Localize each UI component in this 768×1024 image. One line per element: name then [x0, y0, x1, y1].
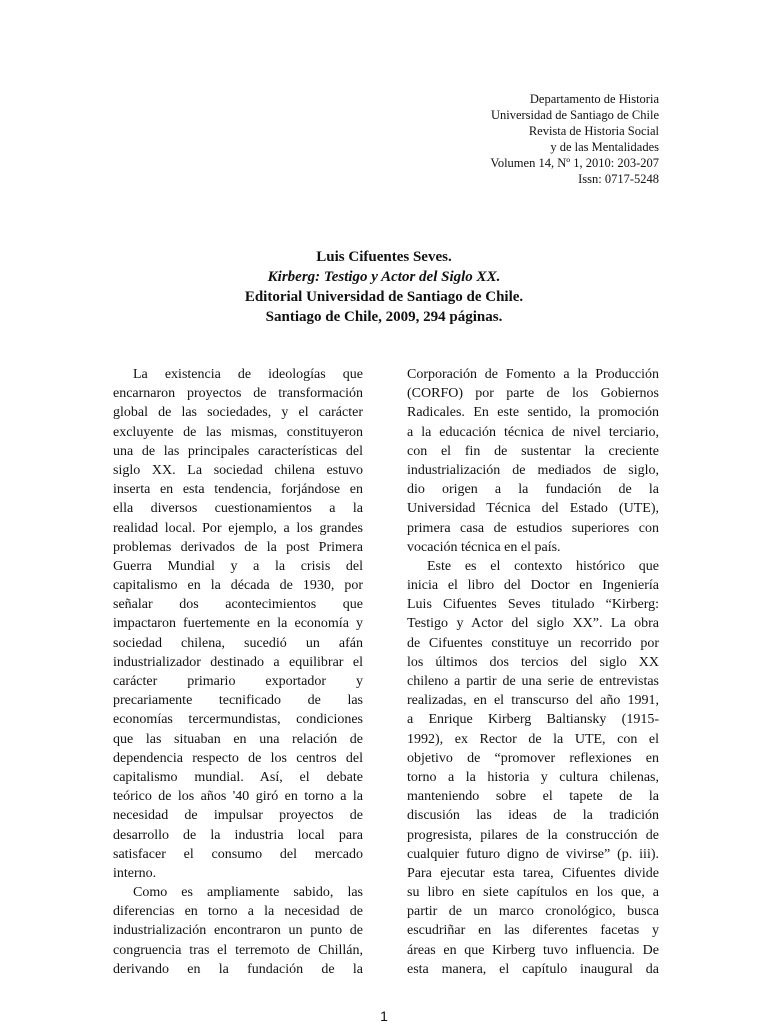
text-line: a la educación técnica de nivel terciario,	[407, 424, 659, 440]
book-publisher: Editorial Universidad de Santiago de Chile.	[244, 289, 524, 305]
text-line: desarrollo de la industria local para	[113, 827, 363, 843]
text-line: inicia el libro del Doctor en Ingeniería	[407, 578, 659, 594]
text-line: (CORFO) por parte de los Gobiernos	[407, 386, 659, 402]
text-line: Guerra Mundial y a la crisis del	[113, 558, 363, 574]
text-line: realidad local. Por ejemplo, a los grandes	[113, 520, 363, 536]
header-line: y de las Mentalidades	[550, 140, 659, 154]
text-line: su libro en siete capítulos en los que, a	[407, 885, 659, 901]
text-line: con el fin de sustentar la creciente	[407, 443, 659, 459]
text-line: industrializador destinado a equilibrar el	[113, 654, 363, 670]
text-line: dio origen a la fundación de la	[407, 482, 659, 498]
journal-header	[490, 91, 659, 187]
text-line: una de las principales características del	[113, 443, 363, 459]
text-line: precariamente tecnificado de las	[113, 693, 363, 709]
book-author: Luis Cifuentes Seves.	[316, 249, 452, 265]
text-line: excluyente de las mismas, constituyeron	[113, 424, 363, 440]
text-line: inserta en esta tendencia, forjándose en	[113, 482, 363, 498]
text-line: industrialización encontraron un punto de	[113, 923, 363, 939]
text-line: escudriñar en las diferentes facetas y	[407, 923, 659, 939]
text-line: impactaron fuertemente en la economía y	[113, 616, 363, 632]
text-line: chileno a partir de una serie de entrevistas	[407, 674, 659, 689]
text-line: necesidad de impulsar proyectos de	[113, 808, 363, 824]
text-line: teórico de los años '40 giró en torno a la	[113, 789, 363, 805]
text-line: dependencia respecto de los centros del	[113, 750, 363, 766]
text-line: discusión las ideas de la tradición	[407, 808, 659, 824]
text-line: ella diversos cuestionamientos a la	[113, 501, 363, 517]
text-line: Este es el contexto histórico que	[427, 558, 659, 574]
text-line: problemas derivados de la post Primera	[113, 539, 363, 555]
header-line: Departamento de Historia	[529, 92, 659, 106]
text-line: Para ejecutar esta tarea, Cifuentes divide	[407, 865, 659, 881]
text-line: Testigo y Actor del siglo XX”. La obra	[407, 616, 659, 632]
text-line: esta manera, el capítulo inaugural da	[407, 961, 659, 977]
text-line: carácter primario exportador y	[113, 674, 363, 689]
text-line: encarnaron proyectos de transformación	[113, 386, 363, 402]
text-line: Como es ampliamente sabido, las	[133, 885, 363, 901]
text-line: congruencia tras el terremoto de Chillán,	[113, 942, 363, 958]
text-line: derivando en la fundación de la	[113, 961, 363, 977]
text-line: áreas en que Kirberg tuvo influencia. De	[407, 942, 659, 958]
header-line: Universidad de Santiago de Chile	[490, 108, 659, 122]
text-line: objetivo de “promover reflexiones en	[407, 750, 659, 766]
text-line: a Enrique Kirberg Baltiansky (1915-	[407, 712, 659, 728]
page-number: 1	[380, 1008, 388, 1024]
text-line: progresista, pilares de la construcción de	[407, 827, 659, 843]
text-line: sociedad chilena, sucedió un afán	[113, 635, 363, 651]
text-line: primera casa de estudios superiores con	[407, 520, 659, 536]
text-line: La existencia de ideologías que	[133, 367, 363, 382]
book-details: Santiago de Chile, 2009, 294 páginas.	[265, 309, 503, 325]
text-line: global de las sociedades, y el carácter	[113, 405, 363, 421]
text-line: los últimos dos tercios del siglo XX	[407, 654, 659, 670]
text-line: realizadas, en el transcurso del año 1991,	[407, 693, 659, 709]
header-line: Revista de Historia Social	[528, 124, 659, 138]
text-line: economías tercermundistas, condiciones	[113, 712, 363, 728]
text-line: vocación técnica en el país.	[407, 539, 561, 555]
text-line: torno a la historia y cultura chilenas,	[407, 769, 659, 785]
text-line: Corporación de Fomento a la Producción	[407, 367, 659, 382]
text-line: señalar dos acontecimientos que	[113, 597, 363, 613]
text-line: industrialización de mediados de siglo,	[407, 462, 659, 478]
text-line: capitalismo en la década de 1930, por	[113, 578, 363, 594]
text-line: capitalismo mundial. Así, el debate	[113, 769, 363, 785]
text-line: que las situaban en una relación de	[113, 731, 363, 747]
text-line: Radicales. En este sentido, la promoción	[407, 405, 659, 421]
text-line: de Cifuentes constituye un recorrido por	[407, 635, 659, 651]
text-line: diferencias en torno a la necesidad de	[113, 904, 363, 920]
text-line: partir de un marco cronológico, busca	[407, 904, 659, 920]
text-line: siglo XX. La sociedad chilena estuvo	[113, 462, 363, 478]
book-title: Kirberg: Testigo y Actor del Siglo XX.	[267, 269, 501, 285]
text-line: cualquier futuro digno de vivirse” (p. iii).	[407, 846, 659, 862]
text-line: interno.	[113, 865, 157, 881]
header-line: Issn: 0717-5248	[578, 172, 659, 186]
text-line: satisfacer el consumo del mercado	[113, 846, 363, 862]
text-line: Universidad Técnica del Estado (UTE),	[407, 501, 659, 517]
text-line: Luis Cifuentes Seves titulado “Kirberg:	[407, 597, 659, 613]
left-text-column	[113, 365, 363, 979]
text-line: manteniendo sobre el tapete de la	[407, 789, 659, 805]
header-line: Volumen 14, Nº 1, 2010: 203-207	[490, 156, 659, 170]
review-title-block	[0, 247, 768, 327]
right-text-column	[407, 365, 659, 979]
text-line: 1992), ex Rector de la UTE, con el	[407, 731, 659, 747]
